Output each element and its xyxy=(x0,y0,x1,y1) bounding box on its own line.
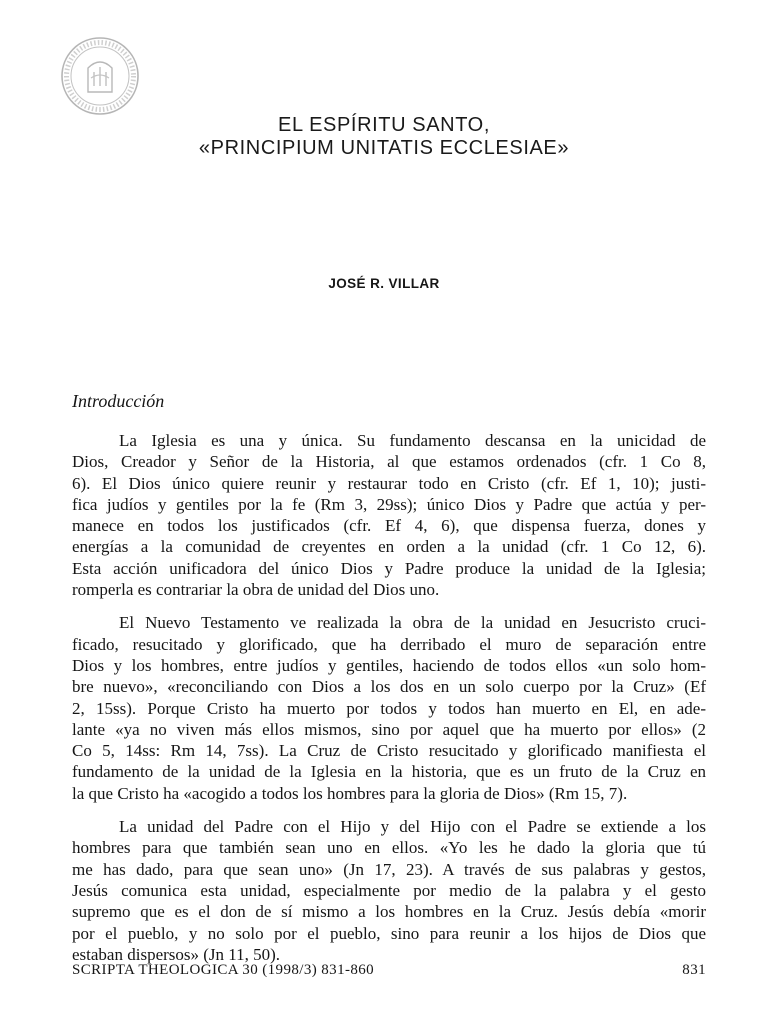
text-line: hombres para que también sean uno en ellos. «Yo les he dado la gloria que tú xyxy=(72,838,706,858)
section-heading: Introducción xyxy=(72,391,165,411)
text-line: La Iglesia es una y única. Su fundamento descansa en la unicidad de xyxy=(119,431,706,450)
text-line: Dios y los hombres, entre judíos y gentiles, haciendo de todos ellos «un solo hom- xyxy=(72,655,706,675)
text-line: El Nuevo Testamento ve realizada la obra de la unidad en Jesucristo cruci- xyxy=(119,613,706,633)
author-name: JOSÉ R. VILLAR xyxy=(328,276,440,291)
text-line: romperla es contrariar la obra de unidad del Dios uno. xyxy=(72,580,440,600)
seal-emblem-icon xyxy=(58,34,142,118)
text-line: bre nuevo», «reconciliando con Dios a los dos en un solo cuerpo por la Cruz» (Ef xyxy=(72,677,706,697)
article-body xyxy=(72,430,706,977)
text-line: fica judíos y gentiles por la fe (Rm 3, 29ss); único Dios y Padre que actúa y per- xyxy=(72,494,706,514)
text-line: Co 5, 14ss: Rm 14, 7ss). La Cruz de Cristo resucitado y glorificado manifiesta el xyxy=(72,741,706,761)
text-line: Jesús comunica esta unidad, especialmente por medio de la palabra y el gesto xyxy=(72,880,706,900)
text-line: manece en todos los justificados (cfr. Ef 4, 6), que dispensa fuerza, dones y xyxy=(72,516,706,536)
text-line: ficado, resucitado y glorificado, que ha derribado el muro de separación entre xyxy=(72,634,706,654)
text-line: La unidad del Padre con el Hijo y del Hijo con el Padre se extiende a los xyxy=(119,817,706,837)
text-line: 2, 15ss). Porque Cristo ha muerto por todos y todos han muerto en El, en ade- xyxy=(72,698,706,718)
page-number: 831 xyxy=(682,962,706,978)
text-line: lante «ya no viven más ellos mismos, sino por aquel que ha muerto por ellos» (2 xyxy=(72,719,706,739)
text-line: supremo que es el don de sí mismo a los hombres en la Cruz. Jesús debía «morir xyxy=(72,902,706,922)
text-line: 6). El Dios único quiere reunir y restaurar todo en Cristo (cfr. Ef 1, 10); justi- xyxy=(72,473,706,493)
text-line: energías a la comunidad de creyentes en orden a la unidad (cfr. 1 Co 12, 6). xyxy=(72,537,706,557)
paragraph-2 xyxy=(72,612,706,804)
text-line: por el pueblo, y no solo por el pueblo, sino para reunir a los hijos de Dios que xyxy=(72,923,706,943)
text-line: la que Cristo ha «acogido a todos los hombres para la gloria de Dios» (Rm 15, 7). xyxy=(72,783,628,803)
text-line: estaban dispersos» (Jn 11, 50). xyxy=(72,944,281,964)
paragraph-3 xyxy=(72,816,706,965)
text-line: fundamento de la unidad de la Iglesia en la historia, que es un fruto de la Cruz en xyxy=(72,762,706,782)
article-title-line-2: «PRINCIPIUM UNITATIS ECCLESIAE» xyxy=(198,137,570,159)
text-line: Dios, Creador y Señor de la Historia, al que estamos ordenados (cfr. 1 Co 8, xyxy=(72,452,706,472)
paragraph-1 xyxy=(72,430,706,600)
article-title-line-1: EL ESPÍRITU SANTO, xyxy=(278,114,490,136)
text-line: Esta acción unificadora del único Dios y Padre produce la unidad de la Iglesia; xyxy=(72,558,706,578)
text-line: me has dado, para que sean uno» (Jn 17, 23). A través de sus palabras y gestos, xyxy=(72,859,706,879)
journal-citation: SCRIPTA THEOLOGICA 30 (1998/3) 831-860 xyxy=(72,962,375,978)
